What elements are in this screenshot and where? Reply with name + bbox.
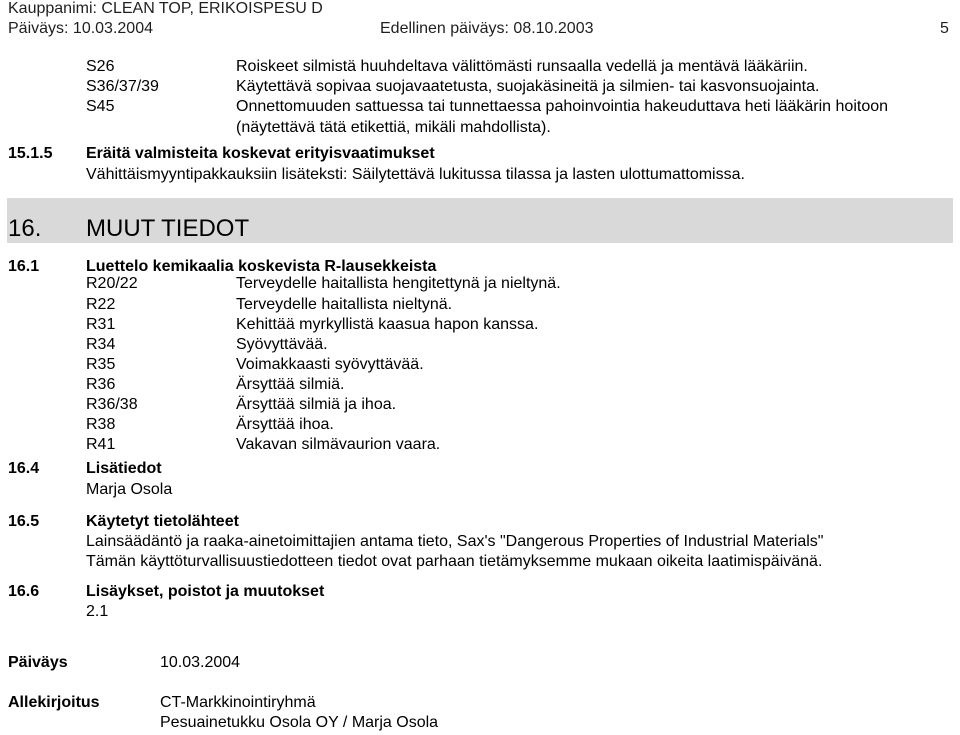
section-title: Lisätiedot xyxy=(86,460,162,477)
section-text: 2.1 xyxy=(86,603,109,620)
r-phrase-code: R35 xyxy=(86,356,116,373)
r-phrase-code: R41 xyxy=(86,436,116,453)
r-phrase-text: Ärsyttää silmiä ja ihoa. xyxy=(236,396,397,413)
section-text: Vähittäismyyntipakkauksiin lisäteksti: Säilytettävä lukitussa tilassa ja lasten ulottumattomissa. xyxy=(86,166,745,183)
r-phrase-text: Syövyttävää. xyxy=(236,336,328,353)
section-number: 15.1.5 xyxy=(8,145,53,162)
section-title: Eräitä valmisteita koskevat erityisvaatimukset xyxy=(86,145,435,162)
s-phrase-code: S45 xyxy=(86,98,115,115)
r-phrase-text: Ärsyttää ihoa. xyxy=(236,416,334,433)
section-heading-title: MUUT TIEDOT xyxy=(86,215,250,242)
r-phrase-text: Terveydelle haitallista hengitettynä ja nieltynä. xyxy=(236,275,561,292)
r-phrase-text: Kehittää myrkyllistä kaasua hapon kanssa. xyxy=(236,316,539,333)
section-title: Käytetyt tietolähteet xyxy=(86,513,239,530)
signature-line: CT-Markkinointiryhmä xyxy=(160,694,316,711)
section-title: Lisäykset, poistot ja muutokset xyxy=(86,583,325,600)
previous-date: Edellinen päiväys: 08.10.2003 xyxy=(380,20,594,37)
r-phrase-text: Terveydelle haitallista nieltynä. xyxy=(236,296,453,313)
section-text: Marja Osola xyxy=(86,481,173,498)
section-text: Tämän käyttöturvallisuustiedotteen tiedot ovat parhaan tietämyksemme mukaan oikeita laatimispäivänä. xyxy=(86,553,823,570)
section-title: Luettelo kemikaalia koskevista R-lausekkeista xyxy=(86,258,437,275)
section-number: 16.6 xyxy=(8,583,40,600)
r-phrase-text: Ärsyttää silmiä. xyxy=(236,376,345,393)
r-phrase-code: R34 xyxy=(86,336,116,353)
r-phrase-code: R38 xyxy=(86,416,116,433)
s-phrase-code: S36/37/39 xyxy=(86,78,159,95)
r-phrase-code: R22 xyxy=(86,296,116,313)
signature-label: Allekirjoitus xyxy=(8,694,100,711)
section-text: Lainsäädäntö ja raaka-ainetoimittajien antama tieto, Sax's "Dangerous Properties of Industrial Materials" xyxy=(86,533,824,550)
s-phrase-text: Roiskeet silmistä huuhdeltava välittömästi runsaalla vedellä ja mentävä lääkäriin. xyxy=(236,58,808,75)
section-number: 16.4 xyxy=(8,460,40,477)
date-value: 10.03.2004 xyxy=(160,654,241,671)
r-phrase-code: R20/22 xyxy=(86,275,138,292)
trade-name: Kauppanimi: CLEAN TOP, ERIKOISPESU D xyxy=(8,0,323,17)
r-phrase-text: Vakavan silmävaurion vaara. xyxy=(236,436,441,453)
s-phrase-text: Käytettävä sopivaa suojavaatetusta, suojakäsineitä ja silmien- tai kasvonsuojainta. xyxy=(236,78,820,95)
r-phrase-text: Voimakkaasti syövyttävää. xyxy=(236,356,424,373)
page-number: 5 xyxy=(940,20,949,37)
r-phrase-code: R36 xyxy=(86,376,116,393)
s-phrase-text: Onnettomuuden sattuessa tai tunnettaessa pahoinvointia hakeuduttava heti lääkärin hoitoon xyxy=(236,98,889,115)
s-phrase-code: S26 xyxy=(86,58,115,75)
date-label: Päiväys xyxy=(8,654,68,671)
s-phrase-text: (näytettävä tätä etikettiä, mikäli mahdollista). xyxy=(236,119,551,136)
section-number: 16.1 xyxy=(8,258,40,275)
document-date: Päiväys: 10.03.2004 xyxy=(8,20,153,37)
r-phrase-code: R36/38 xyxy=(86,396,138,413)
section-number: 16.5 xyxy=(8,513,40,530)
section-heading-number: 16. xyxy=(8,215,42,242)
r-phrase-code: R31 xyxy=(86,316,116,333)
signature-line: Pesuainetukku Osola OY / Marja Osola xyxy=(160,714,439,731)
